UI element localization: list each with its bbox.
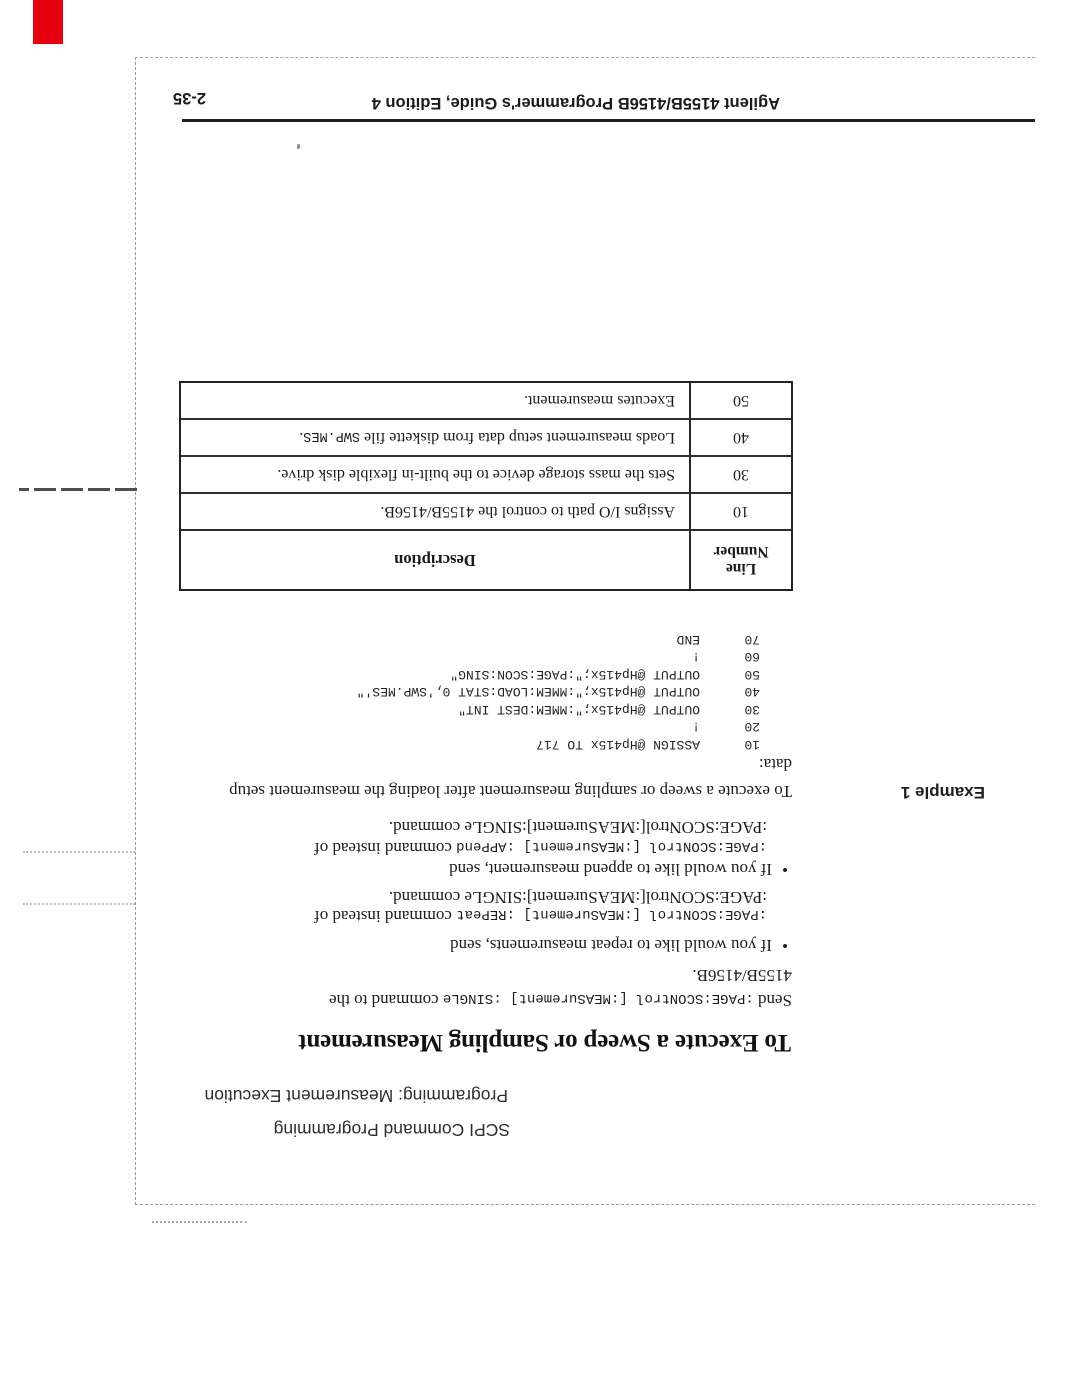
code-line-number: 70 bbox=[744, 632, 760, 647]
scan-speck bbox=[297, 144, 300, 149]
code-text: ! bbox=[692, 719, 700, 734]
code-text: ! bbox=[692, 649, 700, 664]
code-line-number: 40 bbox=[744, 684, 760, 699]
code-line bbox=[536, 738, 760, 751]
line-number-cell bbox=[689, 420, 791, 455]
line-number-cell bbox=[689, 457, 791, 492]
line-number-value: 30 bbox=[733, 466, 749, 484]
bullet-1-line-2: :PAGE:SCONtrol [:MEASurement] :REPeat command instead of bbox=[314, 906, 767, 926]
table-row bbox=[181, 383, 791, 420]
code-line bbox=[692, 650, 760, 663]
description-value: Assigns I/O path to control the 4155B/4156B. bbox=[380, 503, 675, 521]
running-header-line-1: SCPI Command Programming bbox=[273, 1120, 510, 1140]
bullet-2-line-2: :PAGE:SCONtrol [:MEASurement] :APPend command instead of bbox=[314, 838, 767, 858]
intro-line-1: Send :PAGE:SCONtrol [:MEASurement] :SINGLe command to the bbox=[329, 990, 792, 1010]
description-cell bbox=[181, 503, 689, 521]
code-text: END bbox=[676, 632, 700, 647]
code-text: OUTPUT @Hp415x;":MMEM:DEST INT" bbox=[458, 702, 700, 717]
line-number-column-header bbox=[689, 531, 791, 589]
scan-mark-dash bbox=[19, 488, 137, 491]
code-line-number: 60 bbox=[744, 649, 760, 664]
table-row bbox=[181, 457, 791, 494]
code-text: ASSIGN @Hp415x TO 717 bbox=[536, 737, 700, 752]
code-line-number: 50 bbox=[744, 667, 760, 682]
program-lines-table bbox=[179, 381, 793, 591]
description-value: Executes measurement. bbox=[523, 392, 675, 410]
header-line-word: Line bbox=[725, 560, 757, 578]
scan-border-top bbox=[135, 1204, 1035, 1205]
code-text: OUTPUT @Hp415x;":PAGE:SCON:SING" bbox=[450, 667, 700, 682]
scan-mark-dotted-2 bbox=[23, 903, 135, 905]
code-line-number: 10 bbox=[744, 737, 760, 752]
table-row bbox=[181, 420, 791, 457]
scan-border-bottom bbox=[135, 57, 1035, 58]
bullet-2-line-3: :PAGE:SCONtrol[:MEASurement]:SINGLe command. bbox=[388, 818, 767, 837]
line-number-value: 40 bbox=[733, 429, 749, 447]
description-cell bbox=[181, 466, 689, 484]
code-line bbox=[450, 668, 760, 681]
line-number-value: 50 bbox=[733, 392, 749, 410]
table-row bbox=[181, 494, 791, 531]
description-value: Sets the mass storage device to the built-in flexible disk drive. bbox=[277, 466, 675, 484]
scan-border-right bbox=[135, 57, 136, 1205]
description-value: Loads measurement setup data from diskette file SWP.MES. bbox=[299, 428, 675, 447]
bullet-1-line-1: •If you would like to repeat measurements, send bbox=[450, 936, 788, 955]
code-line bbox=[692, 720, 760, 733]
footer-rule bbox=[182, 119, 1035, 122]
example-label: Example 1 bbox=[900, 783, 985, 802]
example-text-line-1: To execute a sweep or sampling measurement after loading the measurement setup bbox=[229, 782, 792, 801]
description-cell bbox=[181, 392, 689, 410]
running-header-line-2: Programming: Measurement Execution bbox=[204, 1086, 508, 1106]
scan-mark-dotted-1 bbox=[23, 851, 135, 853]
header-number-word: Number bbox=[713, 543, 769, 560]
code-line bbox=[458, 703, 760, 716]
footer-page-number: 2-35 bbox=[172, 89, 206, 107]
description-column-header: Description bbox=[394, 551, 476, 570]
code-line-number: 30 bbox=[744, 702, 760, 717]
bullet-1-line-3: :PAGE:SCONtrol[:MEASurement]:SINGLe command. bbox=[388, 888, 767, 907]
code-text: OUTPUT @Hp415x;":MMEM:LOAD:STAT 0,'SWP.MES'" bbox=[356, 684, 700, 699]
table-header-row bbox=[181, 531, 791, 589]
intro-line-2: 4155B/4156B. bbox=[692, 966, 792, 985]
code-line bbox=[677, 633, 760, 646]
section-title: To Execute a Sweep or Sampling Measurement bbox=[298, 1029, 791, 1056]
description-cell bbox=[181, 429, 689, 447]
line-number-value: 10 bbox=[733, 503, 749, 521]
bullet-2-line-1: •If you would like to append measurement, send bbox=[449, 860, 788, 879]
footer-document-title: Agilent 4155B/4156B Programmer's Guide, Edition 4 bbox=[371, 94, 780, 112]
code-line-number: 20 bbox=[744, 719, 760, 734]
line-number-cell bbox=[689, 383, 791, 418]
code-line bbox=[357, 685, 760, 698]
example-text-line-2: data: bbox=[758, 755, 792, 774]
line-number-cell bbox=[689, 494, 791, 529]
scan-mark-dotted-3 bbox=[152, 1221, 247, 1223]
